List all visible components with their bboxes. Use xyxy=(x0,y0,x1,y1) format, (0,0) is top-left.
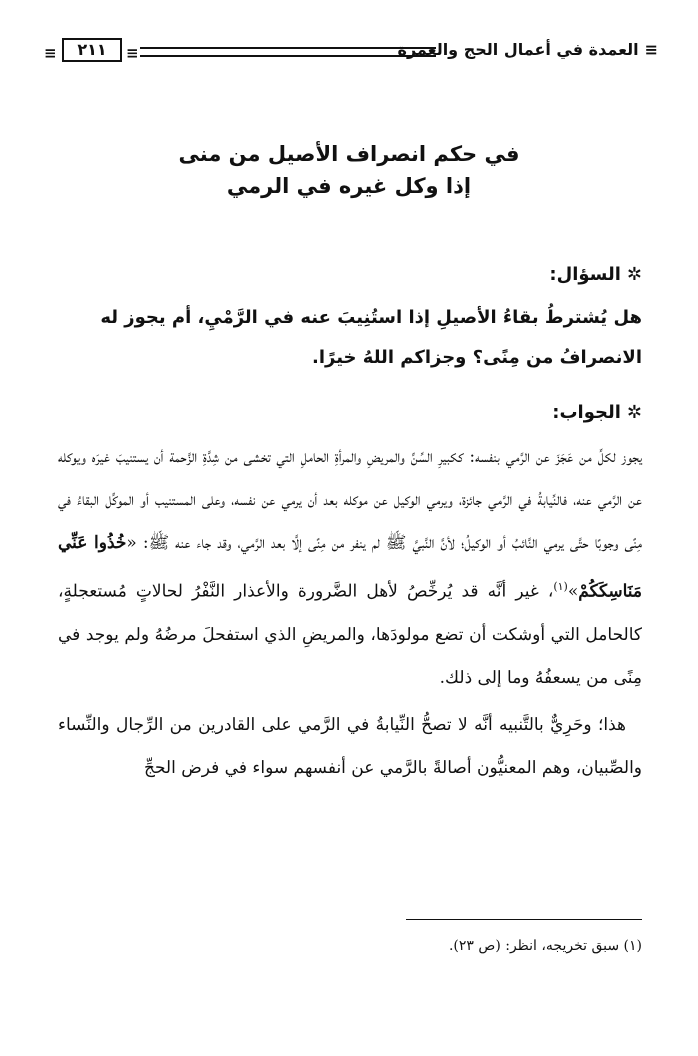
chapter-title-line2: إذا وكل غيره في الرمي xyxy=(226,174,472,198)
answer-heading xyxy=(58,402,642,423)
running-header xyxy=(44,36,658,66)
footnote-rule xyxy=(406,919,642,920)
answer-paragraph xyxy=(58,436,642,700)
answer-label: الجواب: xyxy=(552,402,621,423)
chapter-title-line1: في حكم انصراف الأصيل من منى xyxy=(178,142,520,166)
header-rule xyxy=(140,47,436,57)
hadith-quote: خُذُوا عَنِّي مَنَاسِكَكُمْ xyxy=(58,533,642,602)
footnote: (١) سبق تخريجه، انظر: (ص ٢٣). xyxy=(448,938,642,954)
book-title: ≡ العمدة في أعمال الحج والعمرة xyxy=(398,40,658,59)
footnote-ref[interactable]: (١) xyxy=(553,580,568,593)
answer-text: يجوز لكلِّ من عَجَزَ عن الرَّمي بنفسه: ككبيرِ السِّنِّ والمريضِ والمرأةِ الحاملِ التي تخشى من شِدَّةِ الزَّحمة أن يستنيبَ غيرَه ويوكله عن الرَّمي عنه، فالنِّيابةُ في الرَّمي جائزة، ويرمي الوكيل عن موكله بعد أن يرمي عن نفسه، وعلى المستنيب أو الموكِّل البقاءُ في مِنًى وجوبًا حتَّى يرمي النَّائبُ أو الوكيلُ؛ لأنَّ النَّبيَّ ﷺ لم ينفر من مِنًى إلَّا بعد الرَّمي، وقد جاء عنه ﷺ: « xyxy=(58,447,642,553)
question-text: هل يُشترطُ بقاءُ الأصيلِ إذا استُنِيبَ عنه في الرَّمْيِ، أم يجوز له الانصرافُ من مِنًى؟ وجزاكم اللهُ خيرًا. xyxy=(100,307,642,368)
chapter-title xyxy=(60,138,638,202)
question-heading xyxy=(58,264,642,285)
header-bars-icon: ≡ xyxy=(126,44,139,62)
quote-close: » xyxy=(567,581,579,602)
answer-paragraph: هذا؛ وحَرِيٌّ بالتَّنبيه أنَّه لا تصحُّ النِّيابةُ في الرَّمي على القادرين من الرِّجال والنِّساء والصِّبيان، وهم المعنيُّون أصالةً بالرَّمي عن أنفسهم سواء في فرض الحجِّ xyxy=(58,714,642,778)
page-number: ٢١١ xyxy=(62,38,122,62)
question-label: السؤال: xyxy=(549,264,621,285)
header-bars-icon: ≡ xyxy=(44,44,57,62)
answer-body xyxy=(58,436,642,790)
asterisk-icon: ✲ xyxy=(626,402,642,423)
answer-text: ، غير أنَّه قد يُرخِّصُ لأهل الضَّرورة والأعذار النَّفْرُ لحالاتٍ مُستعجلةٍ، كالحامل التي أوشكت أن تضع مولودَها، والمريضِ الذي استفحلَ مرضُهُ ولم يوجد في مِنًى من يسعفُهُ وما إلى ذلك. xyxy=(58,581,642,688)
asterisk-icon: ✲ xyxy=(626,264,642,285)
